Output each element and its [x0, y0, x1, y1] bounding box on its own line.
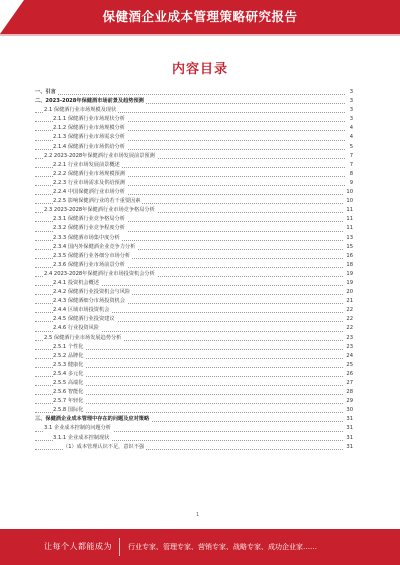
toc-entry-label: 2.2.1 行业市场发展前景概述 [53, 161, 122, 170]
toc-entry[interactable] [35, 279, 353, 288]
toc-entry[interactable] [35, 97, 353, 106]
toc-entry-label: 2.5.5 高端化 [53, 379, 85, 388]
toc-entry[interactable] [35, 324, 353, 333]
toc-entry-page: 10 [344, 188, 353, 197]
toc-entry-label: 3.1 企业成本控制的问题分析 [44, 424, 113, 433]
toc-entry-label: 2.5.8 国际化 [53, 406, 85, 415]
toc-entry-label: 2.3.1 保健酒行业竞争格局分析 [53, 215, 127, 224]
toc-entry-page: 22 [344, 315, 353, 324]
header-bar [0, 0, 400, 34]
toc-entry-page: 3 [348, 97, 353, 106]
toc-entry[interactable] [35, 334, 353, 343]
toc-entry-label: 2.3 2023-2028年保健酒行业市场竞争格局分析 [44, 206, 157, 215]
toc-entry-page: 23 [344, 343, 353, 352]
toc-entry-label: 三、保健酒企业成本管理中存在的问题及应对策略 [35, 415, 151, 424]
toc-entry-page: 19 [344, 270, 353, 279]
toc-entry-label: 2.2.4 中国保健酒行业市场分析 [53, 188, 127, 197]
toc-entry-label: （1）成本管理认识不足，意识不强 [63, 443, 146, 452]
toc-entry-label: 2.5.6 智能化 [53, 388, 85, 397]
toc-entry[interactable] [35, 234, 353, 243]
footer-slogan: 让每个人都能成为 [44, 542, 112, 551]
toc-entry[interactable] [35, 379, 353, 388]
toc-entry[interactable] [35, 179, 353, 188]
toc-entry[interactable] [35, 415, 353, 424]
toc-entry[interactable] [35, 188, 353, 197]
toc-entry-label: 2.2.5 影响保健酒行业的若干重要因素 [53, 197, 142, 206]
toc-entry[interactable] [35, 352, 353, 361]
toc-entry[interactable] [35, 106, 353, 115]
toc-entry-label: 2.4.1 投资机会概述 [53, 279, 101, 288]
toc-entry-label: 2.4.2 保健酒行业投资机会与风险 [53, 288, 132, 297]
toc-entry-page: 21 [344, 297, 353, 306]
toc-entry-page: 16 [344, 252, 353, 261]
toc-entry-label: 2.5.1 个性化 [53, 343, 85, 352]
toc-entry[interactable] [35, 252, 353, 261]
toc-entry-page: 11 [344, 224, 353, 233]
toc-entry-page: 18 [344, 261, 353, 270]
report-title: 保健酒企业成本管理策略研究报告 [102, 9, 298, 24]
toc-entry[interactable] [35, 224, 353, 233]
toc-entry-label: 一、引言 [35, 88, 58, 97]
toc-entry-label: 2.5.3 健康化 [53, 361, 85, 370]
toc-entry-page: 22 [344, 306, 353, 315]
toc-entry-page: 25 [344, 361, 353, 370]
toc-entry[interactable] [35, 243, 353, 252]
toc-entry-label: 2.3.5 保健酒行业各细分市场分析 [53, 252, 132, 261]
table-of-contents [35, 88, 353, 452]
toc-entry-label: 3.1.1 企业成本控制现状 [53, 434, 111, 443]
toc-entry-label: 2.3.6 保健酒行业市场前景分析 [53, 261, 127, 270]
toc-entry-label: 2.2.2 保健酒行业市场规模预测 [53, 170, 127, 179]
toc-entry[interactable] [35, 143, 353, 152]
toc-entry-page: 7 [348, 152, 353, 161]
toc-entry-page: 9 [348, 179, 353, 188]
toc-entry[interactable] [35, 288, 353, 297]
toc-entry-page: 3 [348, 115, 353, 124]
toc-entry-page: 4 [348, 124, 353, 133]
toc-entry[interactable] [35, 133, 353, 142]
toc-entry-page: 13 [344, 234, 353, 243]
toc-entry-label: 2.3.2 保健酒行业竞争程度分析 [53, 224, 127, 233]
toc-entry-label: 2.5 保健酒行业市场发展趋势分析 [44, 334, 123, 343]
toc-entry-label: 2.2 2023-2028年保健酒行业市场发展前景预测 [44, 152, 157, 161]
toc-entry-page: 3 [348, 106, 353, 115]
toc-entry-label: 2.5.2 品牌化 [53, 352, 85, 361]
toc-entry[interactable] [35, 397, 353, 406]
toc-entry-page: 19 [344, 279, 353, 288]
toc-entry-page: 29 [344, 397, 353, 406]
toc-entry[interactable] [35, 261, 353, 270]
toc-entry-page: 24 [344, 352, 353, 361]
toc-entry-page: 3 [348, 88, 353, 97]
toc-entry-page: 26 [344, 370, 353, 379]
toc-leader-dots [35, 94, 345, 95]
footer-divider [119, 538, 120, 556]
toc-entry-page: 11 [344, 215, 353, 224]
toc-entry-page: 7 [348, 161, 353, 170]
toc-entry[interactable] [35, 343, 353, 352]
toc-entry[interactable] [35, 170, 353, 179]
toc-entry[interactable] [35, 88, 353, 97]
toc-entry[interactable] [35, 115, 353, 124]
header-divider [0, 34, 400, 36]
toc-entry-label: 2.1.2 保健酒行业市场规模分析 [53, 124, 127, 133]
toc-entry-label: 2.4.4 区域市场投资机会 [53, 306, 111, 315]
toc-entry-page: 31 [344, 434, 353, 443]
toc-entry-label: 2.4.3 保健酒细分市场投资机会 [53, 297, 127, 306]
toc-entry-page: 31 [344, 443, 353, 452]
toc-entry-label: 2.4.6 行业投资风险 [53, 324, 101, 333]
footer-tagline: 行业专家、管理专家、营销专家、战略专家、成功企业家…… [128, 543, 317, 551]
toc-entry-label: 2.5.7 年轻化 [53, 397, 85, 406]
toc-entry-page: 20 [344, 288, 353, 297]
toc-entry[interactable] [35, 206, 353, 215]
toc-entry-label: 2.3.4 国内外保健酒企业竞争力分析 [53, 243, 137, 252]
footer-bar [0, 529, 400, 565]
toc-entry[interactable] [35, 361, 353, 370]
toc-entry-page: 30 [344, 406, 353, 415]
toc-entry[interactable] [35, 124, 353, 133]
toc-entry-page: 23 [344, 334, 353, 343]
toc-entry[interactable] [35, 215, 353, 224]
toc-entry[interactable] [35, 161, 353, 170]
toc-entry[interactable] [35, 152, 353, 161]
toc-entry-page: 15 [344, 243, 353, 252]
toc-entry-page: 4 [348, 133, 353, 142]
toc-entry-page: 8 [348, 170, 353, 179]
toc-entry-page: 31 [344, 424, 353, 433]
toc-entry-label: 2.1.1 保健酒行业市场现状分析 [53, 115, 127, 124]
toc-entry[interactable] [35, 406, 353, 415]
toc-entry-page: 5 [348, 143, 353, 152]
toc-entry-label: 2.1 保健酒行业市场规模及现状 [44, 106, 118, 115]
toc-entry[interactable] [35, 443, 353, 452]
toc-entry-label: 2.2.3 行业市场需求及供给预测 [53, 179, 127, 188]
toc-entry-label: 2.5.4 多元化 [53, 370, 85, 379]
toc-entry-page: 10 [344, 197, 353, 206]
toc-entry-label: 2.1.4 保健酒行业市场供给分析 [53, 143, 127, 152]
toc-entry[interactable] [35, 297, 353, 306]
toc-heading: 内容目录 [171, 62, 228, 77]
toc-entry-label: 2.4.5 保健酒行业投资建议 [53, 315, 117, 324]
toc-entry[interactable] [35, 270, 353, 279]
toc-entry[interactable] [35, 315, 353, 324]
toc-entry-page: 28 [344, 388, 353, 397]
toc-entry-page: 11 [344, 206, 353, 215]
toc-entry[interactable] [35, 424, 353, 433]
toc-entry[interactable] [35, 370, 353, 379]
toc-entry[interactable] [35, 388, 353, 397]
toc-entry[interactable] [35, 306, 353, 315]
toc-entry[interactable] [35, 197, 353, 206]
toc-entry-page: 22 [344, 324, 353, 333]
toc-entry-label: 二、2023-2028年保健酒市场前景及趋势预测 [35, 97, 146, 106]
toc-entry-label: 2.1.3 保健酒行业市场需求分析 [53, 133, 127, 142]
page-number: 1 [196, 512, 200, 518]
toc-entry-label: 2.3.3 保健酒市场集中度分析 [53, 234, 122, 243]
toc-entry-label: 2.4 2023-2028年保健酒行业市场投资机会分析 [44, 270, 157, 279]
toc-entry-page: 31 [344, 415, 353, 424]
toc-entry[interactable] [35, 434, 353, 443]
toc-entry-page: 27 [344, 379, 353, 388]
